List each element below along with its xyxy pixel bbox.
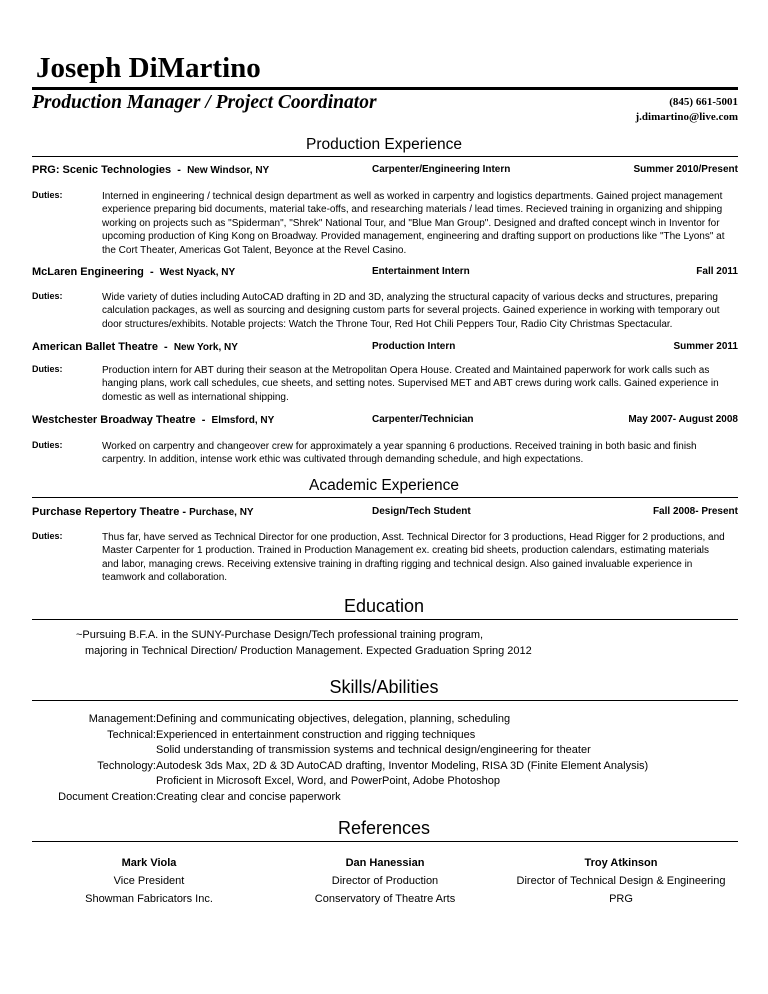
skill-row (40, 774, 740, 790)
section-rule (32, 497, 738, 498)
job-org: PRG: Scenic Technologies - New Windsor, NY (32, 164, 270, 176)
header-rule (32, 87, 738, 90)
academic-dates: Fall 2008- Present (652, 506, 738, 517)
skill-label: Management: (88, 713, 156, 725)
job-role: Carpenter/Engineering Intern (372, 164, 511, 175)
reference-name: Dan Hanessian (345, 857, 425, 869)
job-location: New York, NY (173, 342, 238, 353)
academic-org: Purchase Repertory Theatre - Purchase, NY (32, 506, 254, 518)
duties-label: Duties: (32, 364, 63, 374)
skill-label (40, 743, 156, 759)
academic-heading: Academic Experience (309, 477, 459, 494)
skills-heading: Skills/Abilities (329, 677, 439, 697)
job-location: New Windsor, NY (187, 165, 270, 176)
education-line: majoring in Technical Direction/ Production Management. Expected Graduation Spring 2012 (85, 645, 532, 657)
skills-list (40, 712, 740, 806)
skill-value: Creating clear and concise paperwork (156, 790, 341, 803)
skill-row (40, 759, 740, 775)
skill-row (40, 712, 740, 728)
skill-value: Proficient in Microsoft Excel, Word, and PowerPoint, Adobe Photoshop (156, 775, 501, 788)
reference-name: Troy Atkinson (584, 857, 658, 869)
job-description: Wide variety of duties including AutoCAD drafting in 2D and 3D, analyzing the structural capacity of various decks and structures, preparing calculation packages, as well as sourcing and designing custom parts for several projects. Gained experience in working with temporary out door structures/exhibits. Notable projects: Watch the Throne Tour, Red Hot Chili Peppers Tour, Radio City Christmas Spectacular. (102, 292, 720, 330)
education-heading: Education (343, 596, 425, 616)
job-dates: Summer 2011 (673, 341, 738, 352)
section-rule (32, 619, 738, 620)
skill-value: Autodesk 3ds Max, 2D & 3D AutoCAD drafting, Inventor Modeling, RISA 3D (Finite Element Analysis) (156, 759, 649, 772)
resume-title: Production Manager / Project Coordinator (32, 92, 377, 113)
reference-company: Showman Fabricators Inc. (85, 893, 213, 905)
skill-value: Solid understanding of transmission systems and technical design/engineering for theater (156, 744, 591, 757)
job-org: American Ballet Theatre - New York, NY (32, 341, 238, 353)
academic-location: Purchase, NY (189, 507, 254, 518)
job-location: West Nyack, NY (159, 267, 236, 278)
skill-row (40, 790, 740, 806)
duties-label: Duties: (32, 440, 63, 450)
resume-name: Joseph DiMartino (36, 52, 261, 84)
job-role: Production Intern (372, 341, 456, 352)
section-rule (32, 156, 738, 157)
reference-company: Conservatory of Theatre Arts (314, 893, 456, 905)
job-org: McLaren Engineering - West Nyack, NY (32, 266, 236, 278)
section-rule (32, 841, 738, 842)
reference (265, 854, 505, 908)
duties-label: Duties: (32, 531, 63, 541)
section-rule (32, 700, 738, 701)
reference-title: Director of Technical Design & Engineering (516, 875, 726, 887)
reference (29, 854, 269, 908)
academic-role: Design/Tech Student (372, 506, 471, 517)
job-org: Westchester Broadway Theatre - Elmsford, NY (32, 414, 275, 426)
skill-value: Experienced in entertainment construction and rigging techniques (156, 728, 476, 741)
phone: (845) 661-5001 (669, 96, 738, 108)
job-dates: Summer 2010/Present (633, 164, 738, 175)
email[interactable]: j.dimartino@live.com (635, 111, 738, 123)
reference-company: PRG (609, 893, 633, 905)
job-role: Carpenter/Technician (372, 414, 474, 425)
skill-label: Technical: (107, 728, 156, 741)
duties-label: Duties: (32, 190, 63, 200)
job-description: Interned in engineering / technical design department as well as worked in carpentry and logistics departments. Gained project management experience preparing bid documents, material take-offs, and researching materials / lead times. Recieved training in organizing and shipping working on projects such as "Spiderman", "Shrek" National Tour, and "Blue Man Group". Designed and drafted concept winch in Inventor for upcoming production of King Kong on Broadway. Provided management, engineering and drafting support on productions like "The Lyons" at the Cort Theater, Americas Got Talent, Beyonce at the Revel Casino. (102, 191, 725, 256)
production-heading: Production Experience (306, 136, 462, 153)
references-heading: References (337, 818, 431, 838)
academic-description: Thus far, have served as Technical Director for one production, Asst. Technical Director for 3 productions, Head Rigger for 2 productions, and Master Carpenter for 1 production. Trained in Production Management ex. creating bid sheets, production calendars, estimating materials and labor, managing crews. Receiving extensive training in drafting rigging and technical design. Also gained invaluable experience in teamwork and collaboration. (102, 532, 725, 584)
reference-title: Director of Production (331, 875, 439, 887)
reference-name: Mark Viola (121, 857, 177, 869)
job-dates: May 2007- August 2008 (628, 414, 738, 425)
job-description: Worked on carpentry and changeover crew for approximately a year spanning 6 productions. Received training in both basic and finish carpentry. In addition, intense work ethic was cultivated through demanding schedule, and high expectations. (102, 441, 697, 466)
skill-label: Document Creation: (58, 790, 156, 803)
reference (501, 854, 741, 908)
skill-label: Technology: (97, 759, 156, 772)
job-dates: Fall 2011 (696, 266, 738, 277)
job-role: Entertainment Intern (372, 266, 470, 277)
job-description: Production intern for ABT during their season at the Metropolitan Opera House. Created and Maintained paperwork for work calls such as hanging plans, work call schedules, cue sheets, and setting notes. Supervised MET and ABT crews during work calls. Gained experience in domestic as well as international shipping. (102, 365, 719, 403)
skill-label (40, 774, 156, 790)
skill-value: Defining and communicating objectives, delegation, planning, scheduling (156, 713, 511, 725)
skill-row (40, 743, 740, 759)
job-location: Elmsford, NY (211, 415, 275, 426)
duties-label: Duties: (32, 291, 63, 301)
education-line: ~Pursuing B.F.A. in the SUNY-Purchase Design/Tech professional training program, (76, 629, 484, 641)
reference-title: Vice President (113, 875, 185, 887)
skill-row (40, 728, 740, 744)
